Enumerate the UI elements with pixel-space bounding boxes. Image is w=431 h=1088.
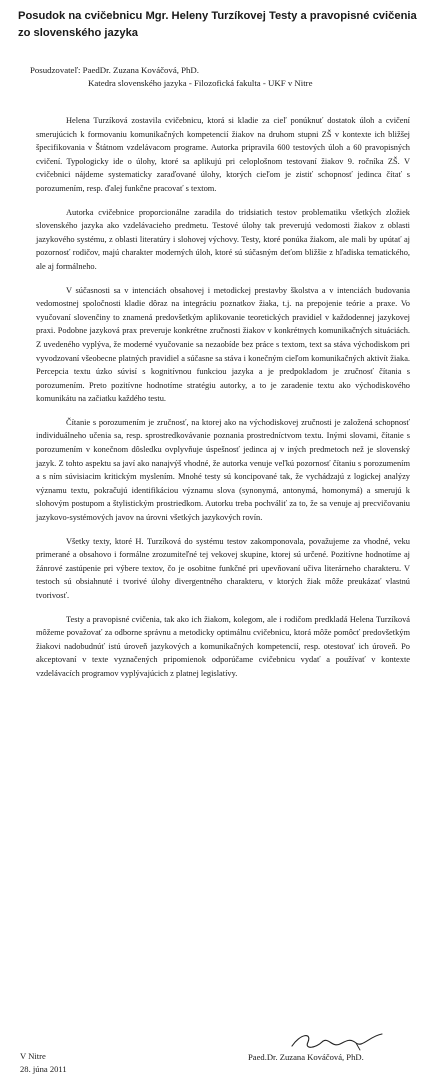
place-text: V Nitre	[20, 1051, 46, 1061]
place-date-block	[20, 1050, 67, 1076]
paragraph: Čítanie s porozumením je zručnosť, na ktorej ako na východiskovej zručnosti je založená schopnosť individuálneho učenia sa, resp. sprostredkovávanie poznania prostredníctvom textu. Inými slovami, čítanie s porozumením v konečnom dôsledku ovplyvňuje úspešnosť jedinca aj v iných predmetoch než je slovenský jazyk. Z tohto aspektu sa javí ako nanajvýš vhodné, že autorka venuje veľkú pozornosť čítaniu s porozumením a s ním súvisiacim kritickým myslením. Mnohé testy sú koncipované tak, že vychádzajú z logickej analýzy významu textu, pokračujú identifikáciou významu slova (synonymá, antonymá, homonymá) a smerujú k slohovým postupom a štylistickým prostriedkom. Autorku treba pochváliť za to, že sa venuje aj precvičovaniu jazykovo-systémových javov na úrovni všetkých jazykových rovín.	[36, 417, 410, 523]
signer-name: Paed.Dr. Zuzana Kováčová, PhD.	[248, 1052, 364, 1062]
paragraph: Všetky texty, ktoré H. Turzíková do systému testov zakomponovala, považujeme za vhodné, veku primerané a obsahovo i formálne zrozumiteľné tej vekovej skupine, ktorej sú určené. Pozitívne hodnotíme aj žánrové zastúpenie pri výbere textov, čo je osobitne funkčné pri upevňovaní učiva literárneho charakteru. V testoch sú obsiahnuté i tvorivé úlohy divergentného charakteru, v ktorých žiak môže preukázať vlastnú tvorivosť.	[36, 536, 410, 600]
paragraph: Autorka cvičebnice proporcionálne zaradila do tridsiatich testov problematiku všetkých zložiek slovenského jazyka ako vzdelávacieho predmetu. Testové úlohy tak preverujú vedomosti žiakov z oblasti jazykového systému, z oblasti literatúry i slohovej výchovy. Testy, ktoré ponúka žiakom, ale mali by upútať aj pozornosť rodičov, majú charakter moderných úloh, ktoré sú súčasným deťom bližšie z hľadiska tematického, ale aj formálneho.	[36, 207, 410, 271]
reviewer-institution: Katedra slovenského jazyka - Filozofická fakulta - UKF v Nitre	[88, 78, 313, 88]
review-body	[36, 114, 410, 691]
paragraph: V súčasnosti sa v intenciách obsahovej i metodickej prestavby školstva a v intenciách budovania vedomostnej spoločnosti kladie dôraz na integráciu poznatkov žiaka, t.j. na prepojenie teórie a praxe. Vo vyučovaní slovenčiny to znamená predovšetkým aplikovanie teoretických pravidiel v každodennej jazykovej praxi. Podobne jazyková prax preveruje konkrétne zručnosti žiakov v konkrétnych komunikačných situáciách. Z uvedeného vyplýva, že moderné vyučovanie sa nezaobíde bez práce s textom, text sa stáva východiskom pri vyvodzovaní všeobecne platných pravidiel a súčasne sa stáva i konečným cieľom komunikačných aktivít žiaka. Percepcia textu úzko súvisí s kognitívnou funkciou jazyka a je predpokladom je zručnosť čítania s porozumením. Preto pozitívne hodnotíme stratégiu autorky, a to je zaradenie textu ako východiskového komunikátu na začiatku každého testu.	[36, 285, 410, 404]
paragraph: Testy a pravopisné cvičenia, tak ako ich žiakom, kolegom, ale i rodičom predkladá Helena Turzíková môžeme považovať za odborne správnu a metodicky optimálnu cvičebnicu, ktorá môže pomôcť predovšetkým žiakovi nadobudnúť istú úroveň jazykových a komunikačných kompetencií, resp. otestovať ich úroveň. Po akceptovaní v texte vyznačených pripomienok odporúčame cvičebnicu vydať a používať v kontexte vzdelávacích programov vyplývajúcich z platnej legislatívy.	[36, 614, 410, 678]
reviewer-name: Posudzovateľ: PaedDr. Zuzana Kováčová, PhD.	[30, 65, 199, 75]
reviewer-block	[30, 64, 410, 90]
paragraph: Helena Turzíková zostavila cvičebnicu, ktorá si kladie za cieľ ponúknuť dostatok úloh a cvičení smerujúcich k formovaniu komunikačných kompetencií žiakov na druhom stupni ZŠ v kontexte ich bližšej špecifikovania v Štátnom vzdelávacom programe. Autorka pripravila 600 testových úloh a 60 pravopisných cvičení. Typologicky ide o úlohy, ktoré sa aplikujú pri celoplošnom testovaní žiakov 9. ročníka ZŠ. V cvičebnici nájdeme systematicky zaraďované úlohy, ktorých cieľom je zistiť schopnosť jedinca čítať s porozumením, resp. ďalej funkčne pracovať s textom.	[36, 116, 410, 193]
date-text: 28. júna 2011	[20, 1064, 67, 1074]
document-title: Posudok na cvičebnicu Mgr. Heleny Turzíkovej Testy a pravopisné cvičenia zo slovenského jazyka	[18, 10, 417, 39]
